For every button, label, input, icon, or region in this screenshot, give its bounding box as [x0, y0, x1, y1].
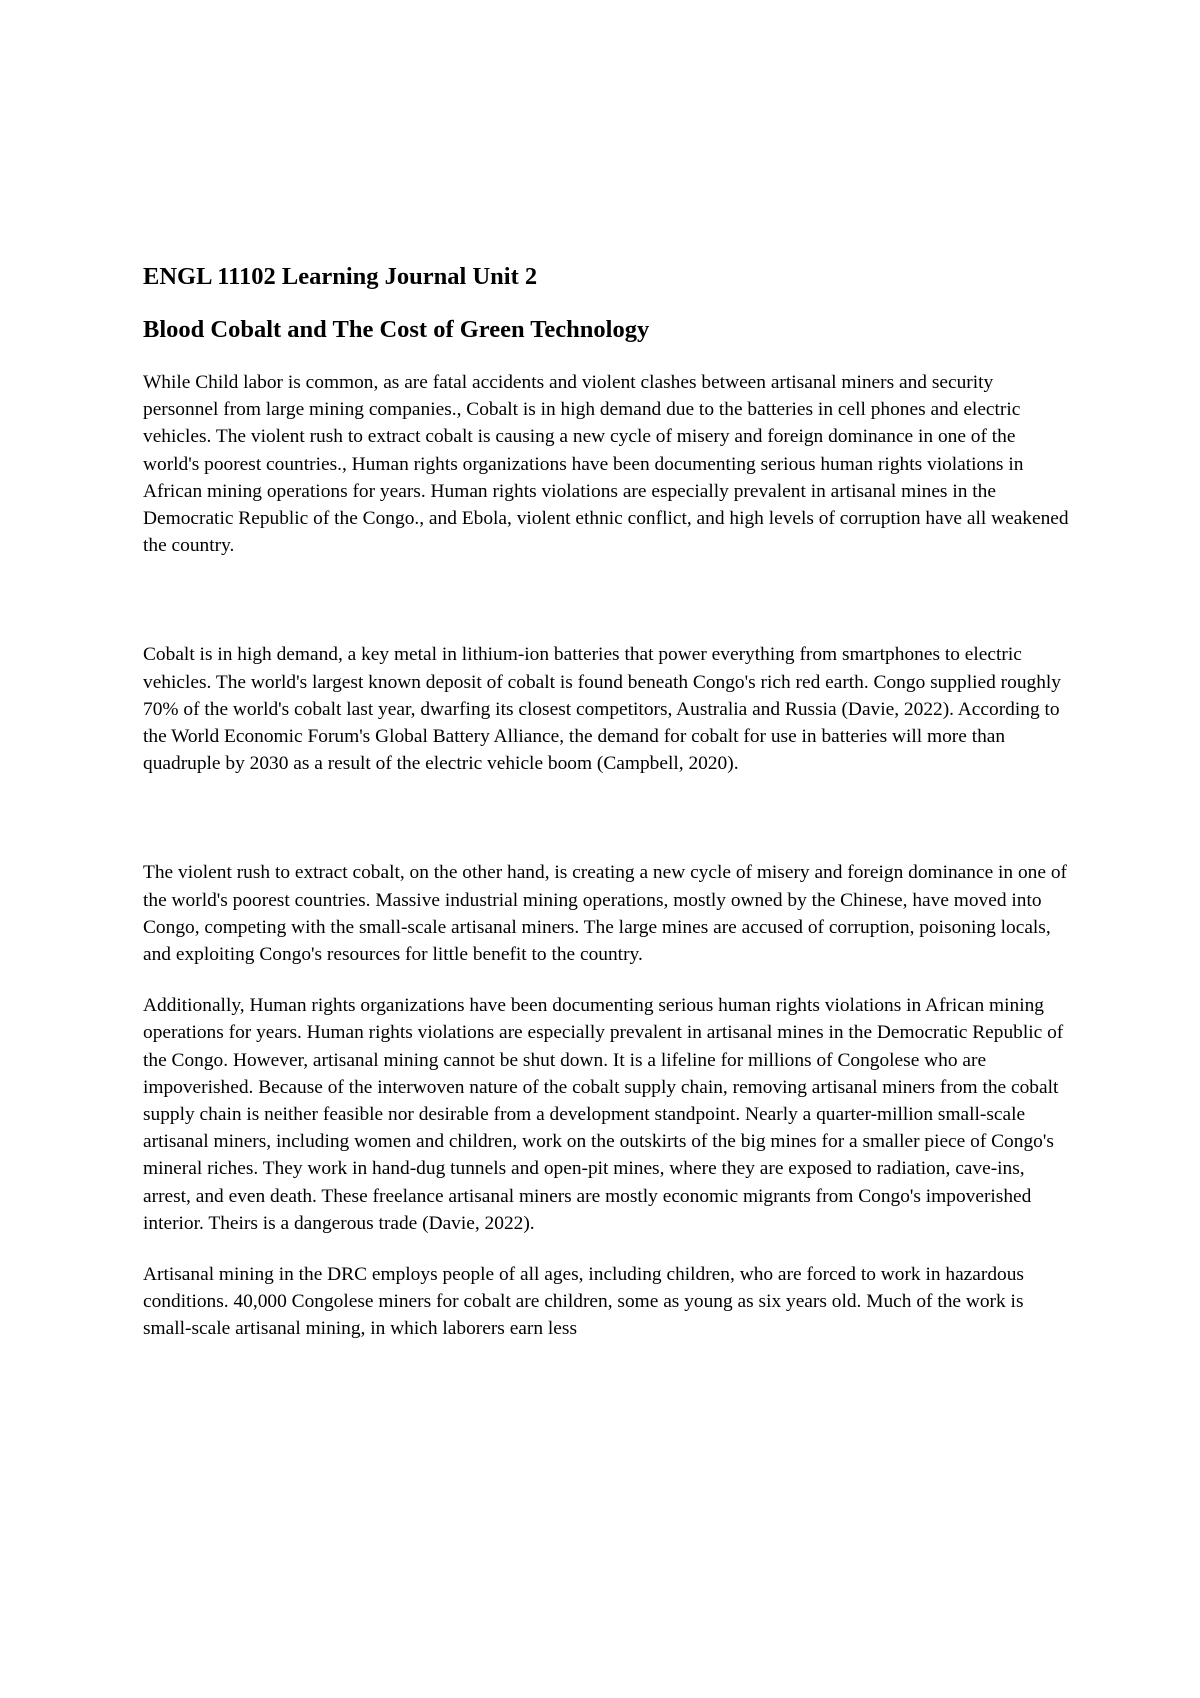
document-title: ENGL 11102 Learning Journal Unit 2: [143, 263, 538, 290]
paragraph: Additionally, Human rights organizations have been documenting serious human rights violations in African mining operations for years. Human rights violations are especially prevalent in artisanal mines in the Democratic Republic of the Congo. However, artisanal mining cannot be shut down. It is a lifeline for millions of Congolese who are impoverished. Because of the interwoven nature of the cobalt supply chain, removing artisanal miners from the cobalt supply chain is neither feasible nor desirable from a development standpoint. Nearly a quarter-million small-scale artisanal miners, including women and children, work on the outskirts of the big mines for a smaller piece of Congo's mineral riches. They work in hand-dug tunnels and open-pit mines, where they are exposed to radiation, cave-ins, arrest, and even death. These freelance artisanal miners are mostly economic migrants from Congo's impoverished interior. Theirs is a dangerous trade (Davie, 2022).: [143, 995, 1064, 1234]
paragraph: While Child labor is common, as are fatal accidents and violent clashes between artisanal miners and security personnel from large mining companies., Cobalt is in high demand due to the batteries in cell phones and electric vehicles. The violent rush to extract cobalt is causing a new cycle of misery and foreign dominance in one of the world's poorest countries., Human rights organizations have been documenting serious human rights violations in African mining operations for years. Human rights violations are especially prevalent in artisanal mines in the Democratic Republic of the Congo., and Ebola, violent ethnic conflict, and high levels of corruption have all weakened the country.: [143, 372, 1069, 557]
document-subtitle: Blood Cobalt and The Cost of Green Technology: [143, 316, 650, 343]
paragraph: The violent rush to extract cobalt, on the other hand, is creating a new cycle of misery and foreign dominance in one of the world's poorest countries. Massive industrial mining operations, mostly owned by the Chinese, have moved into Congo, competing with the small-scale artisanal miners. The large mines are accused of corruption, poisoning locals, and exploiting Congo's resources for little benefit to the country.: [143, 862, 1067, 966]
paragraph: Artisanal mining in the DRC employs people of all ages, including children, who are forced to work in hazardous conditions. 40,000 Congolese miners for cobalt are children, some as young as six years old. Much of the work is small-scale artisanal mining, in which laborers earn less: [143, 1264, 1024, 1340]
document-body: [143, 262, 1073, 1343]
paragraph: Cobalt is in high demand, a key metal in lithium-ion batteries that power everything from smartphones to electric vehicles. The world's largest known deposit of cobalt is found beneath Congo's rich red earth. Congo supplied roughly 70% of the world's cobalt last year, dwarfing its closest competitors, Australia and Russia (Davie, 2022). According to the World Economic Forum's Global Battery Alliance, the demand for cobalt for use in batteries will more than quadruple by 2030 as a result of the electric vehicle boom (Campbell, 2020).: [143, 644, 1061, 775]
